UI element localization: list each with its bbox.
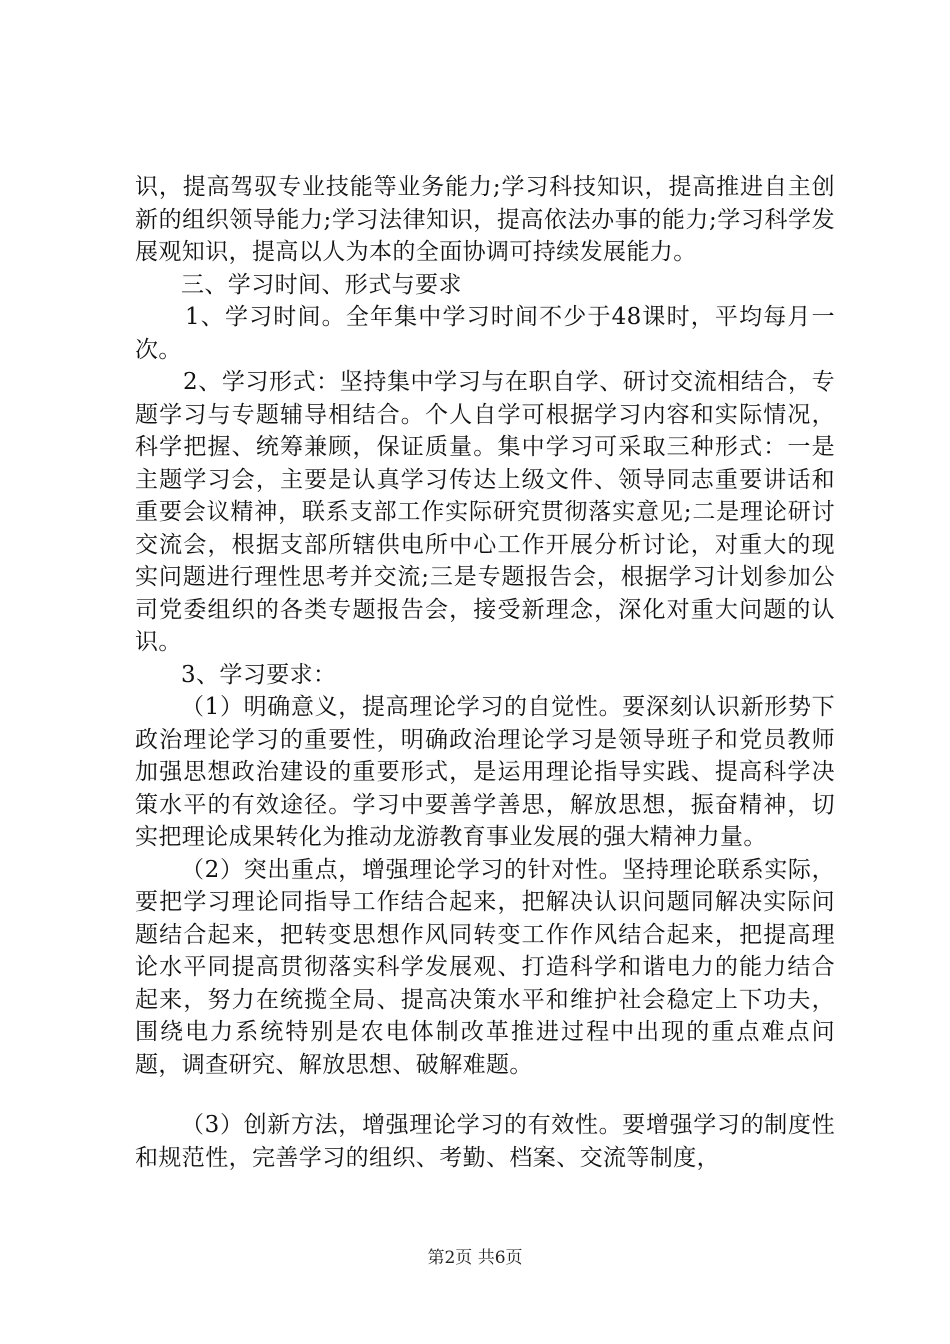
page-number-footer: 第2页 共6页 (427, 1248, 523, 1268)
paragraph-requirement-2: （2）突出重点，增强理论学习的针对性。坚持理论联系实际，要把学习理论同指导工作结合起来，把解决认识问题同解决实际问题结合起来，把转变思想作风同转变工作作风结合起来，把提高理论水平同提高贯彻落实科学发展观、打造科学和谐电力的能力结合起来，努力在统揽全局、提高决策水平和维护社会稳定上下功夫，围绕电力系统特别是农电体制改革推进过程中出现的重点难点问题，调查研究、解放思想、破解难题。 (135, 856, 835, 1078)
paragraph-study-time: 1、学习时间。全年集中学习时间不少于48课时，平均每月一次。 (135, 304, 835, 363)
paragraph-requirement-1: （1）明确意义，提高理论学习的自觉性。要深刻认识新形势下政治理论学习的重要性，明确政治理论学习是领导班子和党员教师加强思想政治建设的重要形式，是运用理论指导实践、提高科学决策水平的有效途径。学习中要善学善思，解放思想，振奋精神，切实把理论成果转化为推动龙游教育事业发展的强大精神力量。 (135, 694, 835, 850)
paragraph-continuation: 识，提高驾驭专业技能等业务能力;学习科技知识，提高推进自主创新的组织领导能力;学习法律知识，提高依法办事的能力;学习科学发展观知识，提高以人为本的全面协调可持续发展能力。 (135, 174, 835, 265)
paragraph-gap (135, 1081, 835, 1109)
document-body (135, 171, 835, 1174)
paragraph-requirement-3: （3）创新方法，增强理论学习的有效性。要增强学习的制度性和规范性，完善学习的组织、考勤、档案、交流等制度， (135, 1112, 835, 1171)
paragraph-study-requirements: 3、学习要求： (181, 661, 337, 688)
paragraph-study-form: 2、学习形式：坚持集中学习与在职自学、研讨交流相结合，专题学习与专题辅导相结合。个人自学可根据学习内容和实际情况，科学把握、统筹兼顾，保证质量。集中学习可采取三种形式：一是主题学习会，主要是认真学习传达上级文件、领导同志重要讲话和重要会议精神，联系支部工作实际研究贯彻落实意见;二是理论研讨交流会，根据支部所辖供电所中心工作开展分析讨论，对重大的现实问题进行理性思考并交流;三是专题报告会，根据学习计划参加公司党委组织的各类专题报告会，接受新理念，深化对重大问题的认识。 (135, 369, 835, 655)
section-heading-three: 三、学习时间、形式与要求 (181, 271, 462, 298)
